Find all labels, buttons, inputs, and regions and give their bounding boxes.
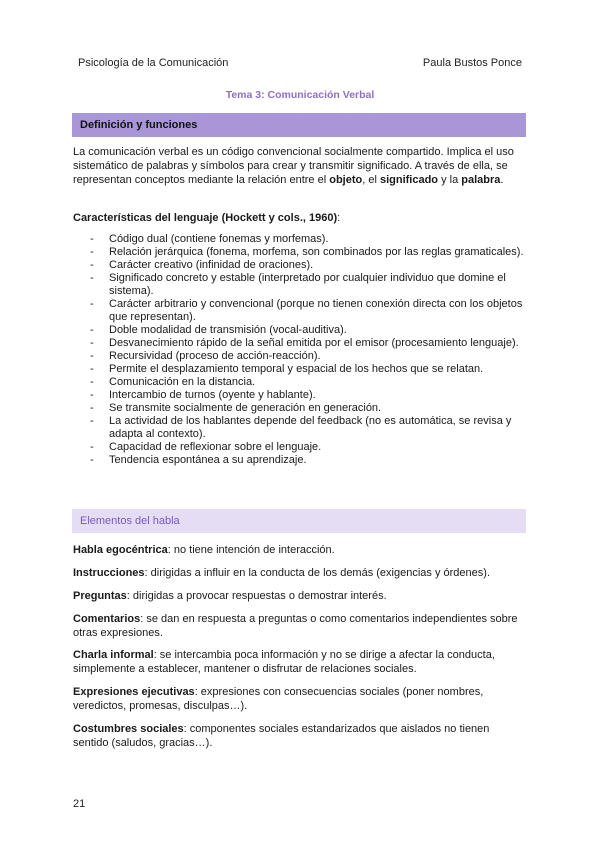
header-course-title: Psicología de la Comunicación <box>78 57 229 69</box>
list-item <box>90 337 530 350</box>
list-item <box>90 246 530 259</box>
speech-element-definition: : expresiones con consecuencias sociales (poner nombres, veredictos, promesas, disculpas…). <box>73 686 484 712</box>
page-number: 21 <box>73 798 86 810</box>
speech-element-definition: : se intercambia poca información y no se dirige a afectar la conducta, simplemente a establecer, mantener o disfrutar de relaciones sociales. <box>73 649 495 675</box>
list-dash: - <box>90 441 94 453</box>
list-dash: - <box>90 324 94 336</box>
list-item-text: Carácter creativo (infinidad de oraciones). <box>109 259 314 271</box>
speech-element-definition: : dirigidas a provocar respuestas o demostrar interés. <box>126 590 387 602</box>
speech-element-item <box>73 685 527 713</box>
speech-element-definition: : no tiene intención de interacción. <box>167 544 335 556</box>
list-dash: - <box>90 272 94 284</box>
list-item-text: Doble modalidad de transmisión (vocal-auditiva). <box>109 324 347 336</box>
speech-element-term: Costumbres sociales <box>73 723 184 735</box>
list-item <box>90 415 530 441</box>
list-item-text: Carácter arbitrario y convencional (porque no tienen conexión directa con los objetos que representan). <box>109 298 523 323</box>
characteristics-heading <box>73 211 527 225</box>
speech-element-term: Preguntas <box>73 590 127 602</box>
list-dash: - <box>90 402 94 414</box>
speech-element-definition: : se dan en respuesta a preguntas o como comentarios independientes sobre otras expresiones. <box>73 613 518 639</box>
speech-element-term: Expresiones ejecutivas <box>73 686 195 698</box>
list-item <box>90 259 530 272</box>
speech-element-definition: : dirigidas a influir en la conducta de los demás (exigencias y órdenes). <box>144 567 490 579</box>
speech-element-item <box>73 722 527 750</box>
characteristics-heading-colon: : <box>337 212 341 224</box>
list-item-text: Permite el desplazamiento temporal y espacial de los hechos que se relatan. <box>109 363 484 375</box>
characteristics-list <box>90 233 530 467</box>
list-item <box>90 363 530 376</box>
list-item <box>90 272 530 298</box>
list-item <box>90 298 530 324</box>
speech-element-item <box>73 566 527 580</box>
intro-bold-objeto: objeto <box>329 174 363 186</box>
list-item-text: Capacidad de reflexionar sobre el lenguaje. <box>109 441 322 453</box>
list-item-text: La actividad de los hablantes depende del feedback (no es automática, se revisa y adapta al contexto). <box>109 415 512 440</box>
list-dash: - <box>90 415 94 427</box>
list-dash: - <box>90 350 94 362</box>
list-dash: - <box>90 454 94 466</box>
list-item-text: Relación jerárquica (fonema, morfema, son combinados por las reglas gramaticales). <box>109 246 524 258</box>
list-dash: - <box>90 233 94 245</box>
list-dash: - <box>90 389 94 401</box>
speech-element-definition: : componentes sociales estandarizados que aislados no tienen sentido (saludos, gracias…). <box>73 723 490 749</box>
list-item <box>90 441 530 454</box>
characteristics-heading-text: Características del lenguaje (Hockett y cols., 1960) <box>73 212 338 224</box>
speech-element-item <box>73 648 527 676</box>
list-item-text: Desvanecimiento rápido de la señal emitida por el emisor (procesamiento lenguaje). <box>109 337 519 349</box>
intro-paragraph <box>73 145 527 187</box>
list-item-text: Tendencia espontánea a su aprendizaje. <box>109 454 307 466</box>
list-item <box>90 376 530 389</box>
list-dash: - <box>90 246 94 258</box>
speech-element-term: Habla egocéntrica <box>73 544 168 556</box>
list-item <box>90 454 530 467</box>
list-item <box>90 324 530 337</box>
list-item <box>90 389 530 402</box>
speech-element-item <box>73 589 527 603</box>
intro-bold-palabra: palabra <box>461 174 501 186</box>
speech-element-term: Charla informal <box>73 649 154 661</box>
list-item-text: Se transmite socialmente de generación en generación. <box>109 402 382 414</box>
speech-element-term: Comentarios <box>73 613 141 625</box>
speech-element-item <box>73 612 527 640</box>
speech-element-term: Instrucciones <box>73 567 145 579</box>
section-heading-speech-elements: Elementos del habla <box>72 509 526 533</box>
list-dash: - <box>90 298 94 310</box>
header-author: Paula Bustos Ponce <box>422 57 522 69</box>
intro-text-1: La comunicación verbal es un código convencional socialmente compartido. Implica el uso sistemático de palabras y símbolos para crear y transmitir significado. A través de ella, se representan conceptos mediante la relación entre el <box>73 146 514 186</box>
list-dash: - <box>90 376 94 388</box>
speech-element-item <box>73 543 527 557</box>
list-item <box>90 350 530 363</box>
intro-text-2: , el <box>362 174 380 186</box>
list-item <box>90 402 530 415</box>
list-dash: - <box>90 363 94 375</box>
list-item-text: Intercambio de turnos (oyente y hablante). <box>109 389 316 401</box>
list-dash: - <box>90 259 94 271</box>
list-dash: - <box>90 337 94 349</box>
list-item-text: Comunicación en la distancia. <box>109 376 256 388</box>
intro-text-4: . <box>500 174 504 186</box>
topic-title: Tema 3: Comunicación Verbal <box>225 89 375 101</box>
list-item-text: Significado concreto y estable (interpretado por cualquier individuo que domine el sistema). <box>109 272 506 297</box>
section-heading-definition: Definición y funciones <box>72 113 526 137</box>
list-item-text: Recursividad (proceso de acción-reacción). <box>109 350 321 362</box>
list-item <box>90 233 530 246</box>
intro-text-3: y la <box>438 174 462 186</box>
intro-bold-significado: significado <box>379 174 439 186</box>
list-item-text: Código dual (contiene fonemas y morfemas). <box>109 233 329 245</box>
